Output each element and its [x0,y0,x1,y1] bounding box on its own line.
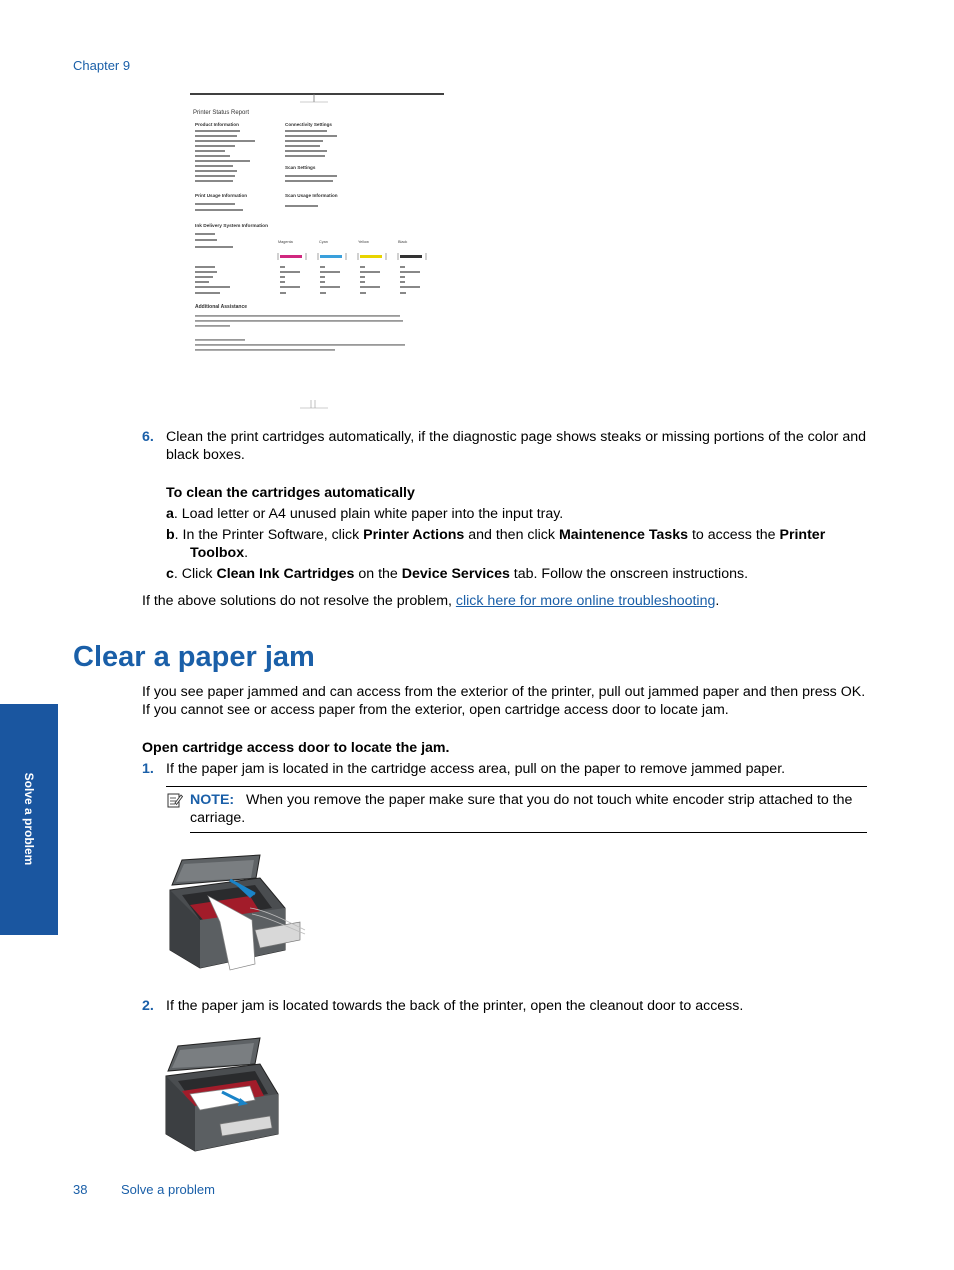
intro-line-2: If you cannot see or access paper from the exterior, open cartridge access door to locate jam. [142,702,729,718]
step-2-number: 2. [142,998,154,1014]
substep-a-text: . Load letter or A4 unused plain white paper into the input tray. [173,506,564,522]
note-bottom-rule [190,832,867,833]
troubleshoot-end: . [715,593,720,609]
substep-c-letter: c [166,566,174,582]
substep-b [166,526,866,562]
step-6-line-2: black boxes. [166,447,245,463]
online-troubleshooting-link[interactable]: click here for more online troubleshooting [455,593,716,609]
device-services-label: Device Services [401,566,510,582]
intro-line-1: If you see paper jammed and can access from the exterior of the printer, pull out jammed paper and then press OK. [142,684,866,700]
note-label: NOTE: [190,792,235,808]
chapter-label: Chapter 9 [73,58,131,73]
page-number: 38 [73,1182,88,1197]
step-6-number: 6. [142,429,154,445]
step-1-text: If the paper jam is located in the cartridge access area, pull on the paper to remove jammed paper. [166,761,786,777]
substep-c-text-3: tab. Follow the onscreen instructions. [509,566,749,582]
substep-c-text-2: on the [354,566,402,582]
report-connectivity-heading: Connectivity Settings [285,122,332,127]
report-print-usage-heading: Print Usage Information [195,193,248,198]
printer-jam-illustration-1 [160,850,310,977]
ink-level-bars [278,253,426,260]
printer-jam-illustration-2 [160,1036,285,1159]
printer-status-report-image [190,88,444,410]
section-title: Clear a paper jam [73,641,315,673]
footer-section: Solve a problem [121,1182,215,1197]
report-title: Printer Status Report [193,110,250,116]
step-1-number: 1. [142,761,154,777]
substep-c-text-1: . Click [173,566,217,582]
ink-col-black: Black [398,240,408,244]
substep-c [166,565,748,583]
printer-actions-label: Printer Actions [363,527,465,543]
note-icon [167,792,183,813]
ink-col-yellow: Yellow [358,240,369,244]
report-scan-usage-heading: Scan Usage Information [285,193,338,198]
ink-col-magenta: Magenta [278,240,293,244]
open-door-heading: Open cartridge access door to locate the jam. [142,740,450,756]
troubleshoot-text: If the above solutions do not resolve the problem, [142,593,456,609]
side-tab [0,704,58,935]
substep-a-letter: a [166,506,174,522]
substep-b-text-3: to access the [688,527,780,543]
printer-label: Printer [779,527,826,543]
ink-col-cyan: Cyan [319,240,328,244]
clean-ink-cartridges-label: Clean Ink Cartridges [216,566,355,582]
note-text [190,791,870,827]
report-product-heading: Product Information [195,122,239,127]
toolbox-label: Toolbox [190,545,245,561]
report-ink-heading: Ink Delivery System Information [195,224,269,229]
clean-auto-heading: To clean the cartridges automatically [166,485,415,501]
report-illustration [190,88,444,410]
side-tab-label: Solve a problem [22,772,36,866]
step-6-text [166,428,876,464]
substep-b-letter: b [166,527,175,543]
report-scan-heading: Scan Settings [285,165,316,170]
maintenance-tasks-label: Maintenence Tasks [558,527,688,543]
troubleshoot-paragraph [142,592,719,610]
substep-b-text-4: . [244,545,249,561]
note-line-2: carriage. [190,810,246,826]
substep-b-text-1: . In the Printer Software, click [174,527,364,543]
intro-paragraph [142,683,882,719]
substep-a [166,505,563,523]
note-line-1: When you remove the paper make sure that you do not touch white encoder strip attached to the [245,792,853,808]
note-top-rule [166,786,867,787]
substep-b-text-2: and then click [464,527,559,543]
report-additional-heading: Additional Assistance [195,304,248,310]
step-6-line-1: Clean the print cartridges automatically, if the diagnostic page shows steaks or missing portions of the color and [166,429,867,445]
step-2-text: If the paper jam is located towards the back of the printer, open the cleanout door to access. [166,998,744,1014]
